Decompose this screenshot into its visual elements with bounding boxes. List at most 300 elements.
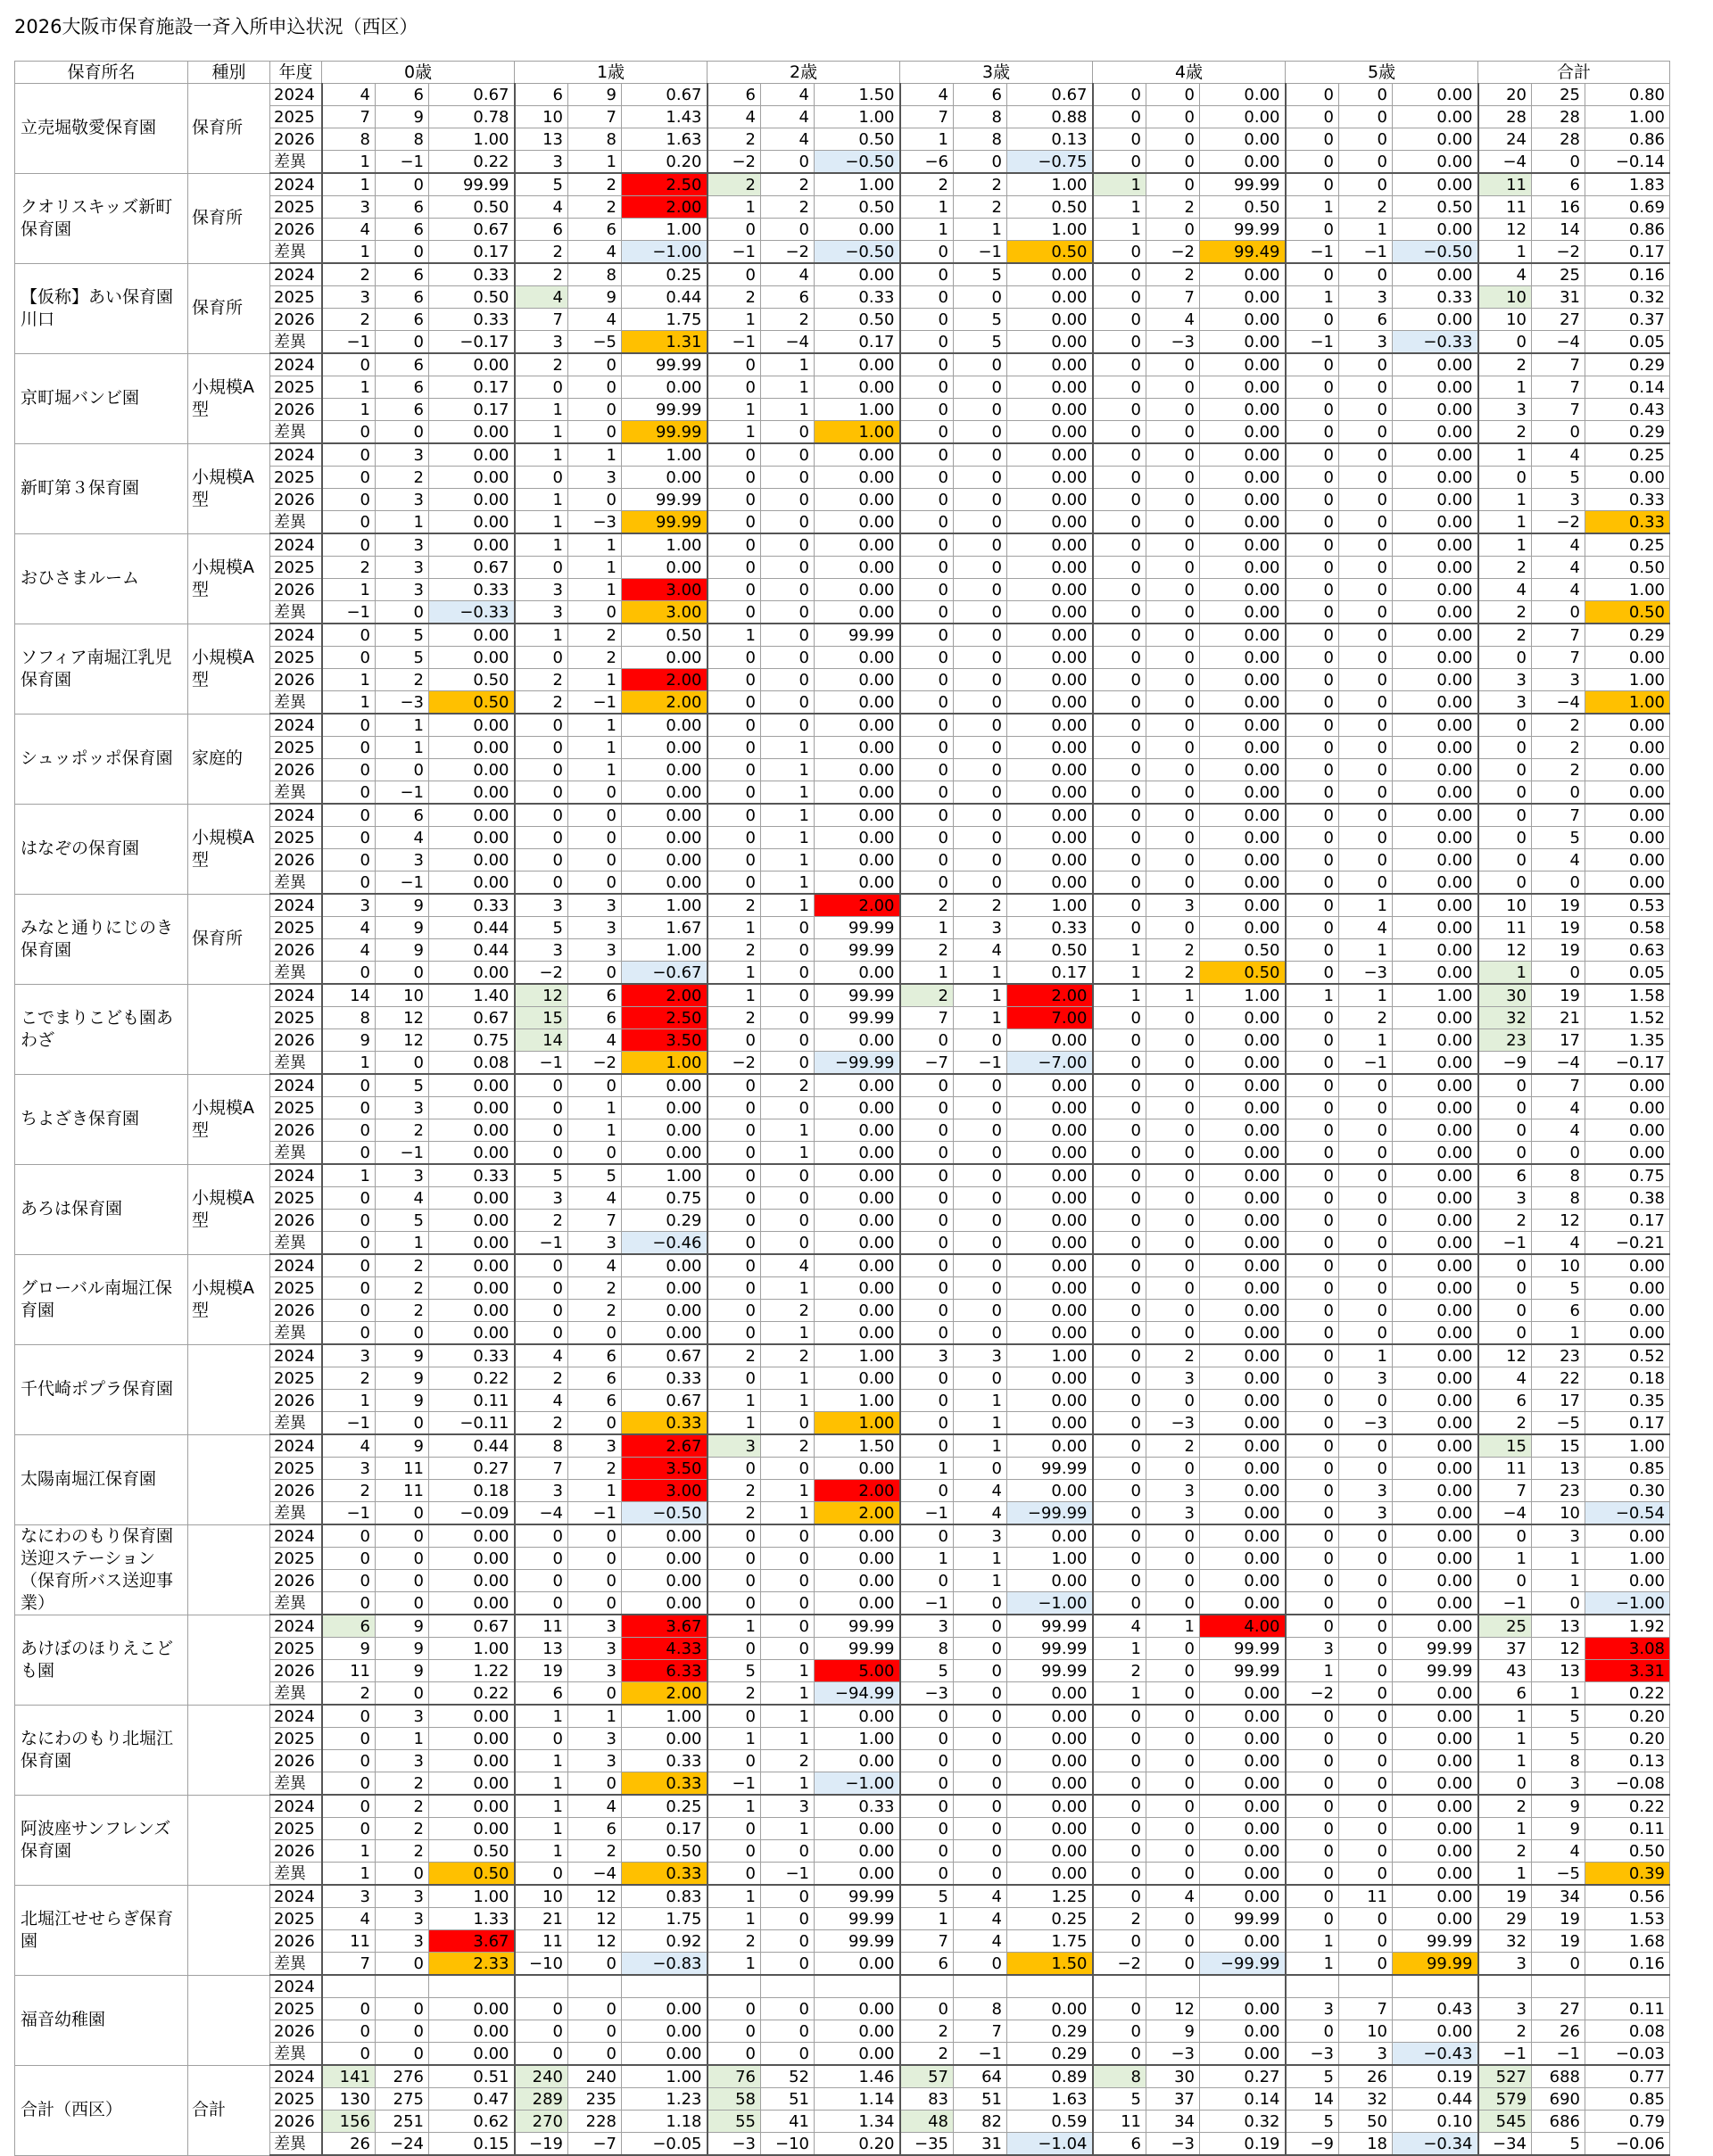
value-cell: 3 xyxy=(515,331,568,354)
value-cell: 12 xyxy=(1478,939,1532,962)
facility-name: なにわのもり保育園送迎ステーション（保育所バス送迎事業） xyxy=(15,1524,188,1615)
value-cell: 0.83 xyxy=(622,1885,708,1908)
value-cell: 0 xyxy=(322,1210,376,1232)
value-cell: 12 xyxy=(515,984,568,1007)
value-cell: 0.00 xyxy=(815,219,900,241)
value-cell: 0 xyxy=(515,557,568,579)
value-cell: 0 xyxy=(1286,399,1339,421)
value-cell: 0.00 xyxy=(1393,669,1478,691)
value-cell: 99.99 xyxy=(622,421,708,444)
value-cell: −5 xyxy=(1532,1412,1585,1435)
value-cell: 1 xyxy=(1478,241,1532,264)
value-cell: −2 xyxy=(1146,241,1200,264)
value-cell: 0 xyxy=(1339,759,1393,781)
value-cell: 0.00 xyxy=(1393,1908,1478,1930)
value-cell: −0.17 xyxy=(429,331,515,354)
value-cell: 0 xyxy=(954,849,1007,871)
value-cell: 0 xyxy=(761,1524,815,1548)
value-cell: 7 xyxy=(1532,1074,1585,1097)
value-cell: 5 xyxy=(954,263,1007,286)
value-cell: 0 xyxy=(1146,443,1200,467)
value-cell: −1 xyxy=(900,1502,954,1525)
value-cell: 4 xyxy=(376,827,429,849)
value-cell: 1 xyxy=(1339,1029,1393,1052)
value-cell: 0 xyxy=(708,1458,761,1480)
value-cell: 4.33 xyxy=(622,1638,708,1660)
value-cell: 0.00 xyxy=(429,489,515,511)
value-cell: −10 xyxy=(515,1953,568,1976)
value-cell: 1 xyxy=(1339,219,1393,241)
value-cell: −7 xyxy=(900,1052,954,1075)
value-cell: 0.00 xyxy=(1007,624,1093,647)
value-cell: 0.00 xyxy=(815,376,900,399)
value-cell: 0.00 xyxy=(1200,1930,1286,1953)
value-cell: 0 xyxy=(1339,106,1393,128)
value-cell: 1.23 xyxy=(622,2088,708,2111)
value-cell: 10 xyxy=(1478,894,1532,917)
facility-name: はなぞの保育園 xyxy=(15,804,188,894)
value-cell: 0.16 xyxy=(1585,263,1670,286)
facility-type: 保育所 xyxy=(188,894,270,984)
value-cell: 0 xyxy=(1093,691,1146,715)
value-cell: 1.00 xyxy=(815,421,900,444)
value-cell: 0.00 xyxy=(1393,1818,1478,1840)
value-cell: 0 xyxy=(1286,376,1339,399)
value-cell: 0.50 xyxy=(1585,601,1670,624)
value-cell: 0.00 xyxy=(1393,1254,1478,1277)
value-cell: 0.50 xyxy=(429,196,515,219)
value-cell: 3 xyxy=(954,1344,1007,1367)
value-cell: 0 xyxy=(900,533,954,557)
value-cell: 0 xyxy=(322,1705,376,1728)
value-cell: 1 xyxy=(1286,1930,1339,1953)
value-cell: 0 xyxy=(1286,1480,1339,1502)
value-cell: 1.46 xyxy=(815,2065,900,2088)
facility-name: グローバル南堀江保育園 xyxy=(15,1254,188,1344)
value-cell: 8 xyxy=(1532,1164,1585,1187)
value-cell: 8 xyxy=(1532,1187,1585,1210)
value-cell: 0.00 xyxy=(622,467,708,489)
value-cell: 0 xyxy=(1478,759,1532,781)
value-cell: −99.99 xyxy=(1200,1953,1286,1976)
value-cell: 0.11 xyxy=(1585,1998,1670,2020)
value-cell: 0 xyxy=(900,781,954,805)
value-cell: 0.00 xyxy=(622,781,708,805)
value-cell: 0 xyxy=(900,1705,954,1728)
value-cell: 30 xyxy=(1478,984,1532,1007)
value-cell: 4 xyxy=(1339,917,1393,939)
value-cell: 1.00 xyxy=(815,106,900,128)
value-cell: 0 xyxy=(1339,1119,1393,1142)
value-cell: 0 xyxy=(568,1524,622,1548)
value-cell: 6 xyxy=(515,1682,568,1706)
value-cell: 3 xyxy=(322,1344,376,1367)
value-cell: 0.00 xyxy=(429,1232,515,1255)
value-cell: 1 xyxy=(376,511,429,534)
value-cell: 0 xyxy=(515,737,568,759)
value-cell: 0 xyxy=(1286,1570,1339,1592)
value-cell: 0 xyxy=(1478,714,1532,737)
value-cell: 0 xyxy=(1286,939,1339,962)
value-cell: 0.00 xyxy=(1007,1074,1093,1097)
value-cell: 0 xyxy=(1093,1458,1146,1480)
value-cell: 6 xyxy=(568,984,622,1007)
value-cell: 0 xyxy=(1286,2020,1339,2043)
value-cell: 1 xyxy=(708,1615,761,1638)
value-cell: 9 xyxy=(1146,2020,1200,2043)
value-cell: 0.29 xyxy=(1585,624,1670,647)
value-cell: 0 xyxy=(322,849,376,871)
value-cell: 57 xyxy=(900,2065,954,2088)
value-cell: 1 xyxy=(708,1885,761,1908)
value-cell: 4 xyxy=(568,241,622,264)
value-cell: 0 xyxy=(708,714,761,737)
value-cell: 2 xyxy=(1532,714,1585,737)
value-cell: 2 xyxy=(761,173,815,196)
value-cell: 0.00 xyxy=(1393,1480,1478,1502)
value-cell: 17 xyxy=(1532,1029,1585,1052)
value-cell: 3 xyxy=(568,1660,622,1682)
value-cell: 6 xyxy=(322,1615,376,1638)
value-cell: 0 xyxy=(1093,714,1146,737)
value-cell: −9 xyxy=(1286,2133,1339,2156)
value-cell: 1 xyxy=(1093,1638,1146,1660)
value-cell: 0.00 xyxy=(1393,1502,1478,1525)
year-cell: 2026 xyxy=(270,1930,322,1953)
value-cell: −4 xyxy=(761,331,815,354)
value-cell: 0.29 xyxy=(1585,421,1670,444)
value-cell: 11 xyxy=(1478,196,1532,219)
value-cell: 51 xyxy=(761,2088,815,2111)
value-cell: 0 xyxy=(1146,1638,1200,1660)
value-cell: 0.00 xyxy=(429,1119,515,1142)
value-cell: 156 xyxy=(322,2111,376,2133)
value-cell: 0 xyxy=(1093,917,1146,939)
value-cell: 0 xyxy=(1286,173,1339,196)
value-cell: 15 xyxy=(515,1007,568,1029)
value-cell: 0.00 xyxy=(1007,1390,1093,1412)
value-cell: −1 xyxy=(322,601,376,624)
value-cell: 0 xyxy=(708,871,761,895)
facility-type: 保育所 xyxy=(188,173,270,263)
value-cell: 0 xyxy=(900,1367,954,1390)
value-cell: 0 xyxy=(954,601,1007,624)
table-row xyxy=(15,1795,1670,1818)
value-cell: 0 xyxy=(900,1795,954,1818)
value-cell: 0.00 xyxy=(1393,1187,1478,1210)
value-cell: 0 xyxy=(954,1254,1007,1277)
value-cell xyxy=(815,1975,900,1998)
value-cell: 0.00 xyxy=(429,1728,515,1750)
value-cell: 1 xyxy=(761,1818,815,1840)
value-cell: 0 xyxy=(1286,1795,1339,1818)
value-cell: 0 xyxy=(1286,1863,1339,1886)
year-cell: 2026 xyxy=(270,1750,322,1772)
value-cell: 0 xyxy=(900,871,954,895)
value-cell: 0.33 xyxy=(622,1367,708,1390)
value-cell: 0.00 xyxy=(1007,1480,1093,1502)
value-cell: 0 xyxy=(376,1322,429,1345)
value-cell: 4 xyxy=(1093,1615,1146,1638)
value-cell: 14 xyxy=(322,984,376,1007)
value-cell: 0.00 xyxy=(429,511,515,534)
value-cell: 0 xyxy=(900,1119,954,1142)
value-cell: −10 xyxy=(761,2133,815,2156)
value-cell: 6 xyxy=(376,219,429,241)
value-cell: 0.00 xyxy=(1585,871,1670,895)
value-cell: 1.00 xyxy=(1393,984,1478,1007)
value-cell: −1 xyxy=(376,151,429,174)
value-cell: 0.17 xyxy=(815,331,900,354)
value-cell: 0 xyxy=(1093,804,1146,827)
value-cell: 0 xyxy=(568,1592,622,1615)
value-cell: 0 xyxy=(515,1863,568,1886)
value-cell: 3 xyxy=(568,1750,622,1772)
value-cell: 4 xyxy=(1532,849,1585,871)
value-cell: 1 xyxy=(568,1705,622,1728)
facility-type: 小規模A型 xyxy=(188,1254,270,1344)
value-cell: 0.50 xyxy=(1200,196,1286,219)
value-cell: 99.99 xyxy=(1393,1930,1478,1953)
value-cell: 0.00 xyxy=(429,714,515,737)
value-cell: 0 xyxy=(954,1953,1007,1976)
value-cell: 0.25 xyxy=(622,263,708,286)
value-cell: −1 xyxy=(1478,2043,1532,2066)
value-cell: 0.50 xyxy=(1585,557,1670,579)
value-cell: 3 xyxy=(761,1795,815,1818)
value-cell: 0.00 xyxy=(429,1300,515,1322)
value-cell: 0 xyxy=(515,1142,568,1165)
value-cell: 0.00 xyxy=(1393,1772,1478,1796)
value-cell: 0 xyxy=(1093,376,1146,399)
value-cell: 1.00 xyxy=(429,128,515,151)
value-cell: 1.00 xyxy=(622,1052,708,1075)
value-cell: 0 xyxy=(376,1592,429,1615)
value-cell: 0.08 xyxy=(1585,2020,1670,2043)
value-cell: 0 xyxy=(954,669,1007,691)
year-cell: 2026 xyxy=(270,489,322,511)
value-cell: 0.00 xyxy=(622,1728,708,1750)
value-cell: 6 xyxy=(568,219,622,241)
value-cell: 0 xyxy=(515,1074,568,1097)
value-cell: 0.88 xyxy=(1007,106,1093,128)
value-cell: 0.00 xyxy=(815,827,900,849)
value-cell: 0 xyxy=(954,557,1007,579)
value-cell: 5 xyxy=(376,1074,429,1097)
facility-type: 小規模A型 xyxy=(188,533,270,624)
value-cell: 0 xyxy=(761,1007,815,1029)
value-cell: 9 xyxy=(376,1344,429,1367)
value-cell: 12 xyxy=(376,1007,429,1029)
value-cell: 0.00 xyxy=(1200,579,1286,601)
value-cell: 0.33 xyxy=(815,1795,900,1818)
value-cell: 0 xyxy=(900,1570,954,1592)
value-cell: 1 xyxy=(761,781,815,805)
value-cell: 2 xyxy=(1532,759,1585,781)
value-cell: 6 xyxy=(708,84,761,106)
value-cell: 0 xyxy=(1478,1119,1532,1142)
year-cell: 2026 xyxy=(270,759,322,781)
value-cell: 3 xyxy=(376,1164,429,1187)
value-cell: 1 xyxy=(761,1277,815,1300)
value-cell: −0.34 xyxy=(1393,2133,1478,2156)
value-cell: 0 xyxy=(1093,849,1146,871)
value-cell: 0 xyxy=(1146,1232,1200,1255)
value-cell: 4 xyxy=(900,84,954,106)
table-row xyxy=(15,2065,1670,2088)
value-cell: −1 xyxy=(515,1052,568,1075)
value-cell: 1 xyxy=(954,1412,1007,1435)
value-cell: 0.20 xyxy=(815,2133,900,2156)
value-cell: 0 xyxy=(568,601,622,624)
value-cell: 0 xyxy=(322,1254,376,1277)
value-cell: 1 xyxy=(708,1908,761,1930)
value-cell: 0 xyxy=(1478,737,1532,759)
value-cell: 0 xyxy=(1093,1728,1146,1750)
value-cell: 0 xyxy=(1093,1480,1146,1502)
value-cell: 0.00 xyxy=(429,1795,515,1818)
value-cell: −2 xyxy=(1532,511,1585,534)
value-cell: 6 xyxy=(1478,1390,1532,1412)
value-cell: 0.00 xyxy=(1585,1119,1670,1142)
value-cell: 0 xyxy=(708,1322,761,1345)
value-cell: 99.99 xyxy=(1200,1638,1286,1660)
value-cell: 3.50 xyxy=(622,1029,708,1052)
value-cell: 0 xyxy=(1286,511,1339,534)
year-cell: 2025 xyxy=(270,1277,322,1300)
value-cell: −1 xyxy=(954,2043,1007,2066)
value-cell: 58 xyxy=(708,2088,761,2111)
value-cell: 0.43 xyxy=(1393,1998,1478,2020)
value-cell: 0.00 xyxy=(1200,557,1286,579)
value-cell: −0.75 xyxy=(1007,151,1093,174)
value-cell: 6 xyxy=(1532,1300,1585,1322)
value-cell: 0.00 xyxy=(1200,1728,1286,1750)
value-cell: 0.00 xyxy=(1393,1750,1478,1772)
value-cell: 9 xyxy=(568,286,622,309)
value-cell: 0 xyxy=(1093,557,1146,579)
value-cell: 2 xyxy=(1478,1210,1532,1232)
value-cell: 0.89 xyxy=(1007,2065,1093,2088)
page-title: 2026大阪市保育施設一斉入所申込状況（西区） xyxy=(14,16,418,37)
value-cell: 3 xyxy=(515,1187,568,1210)
value-cell: 0.38 xyxy=(1585,1187,1670,1210)
value-cell: 0.92 xyxy=(622,1930,708,1953)
value-cell: 0.00 xyxy=(1393,219,1478,241)
value-cell: 0.00 xyxy=(429,962,515,985)
value-cell: 1 xyxy=(322,1863,376,1886)
year-cell: 差異 xyxy=(270,1772,322,1796)
value-cell: 0.00 xyxy=(1393,737,1478,759)
table-row xyxy=(15,984,1670,1007)
value-cell: 2 xyxy=(1478,601,1532,624)
value-cell: 0.00 xyxy=(815,1119,900,1142)
value-cell: 28 xyxy=(1478,106,1532,128)
value-cell: 2 xyxy=(568,1840,622,1863)
value-cell: 1 xyxy=(900,1458,954,1480)
value-cell: 7 xyxy=(900,1007,954,1029)
value-cell: 1 xyxy=(322,691,376,715)
value-cell: 0 xyxy=(900,624,954,647)
value-cell: 0 xyxy=(1146,151,1200,174)
value-cell: 0 xyxy=(376,1524,429,1548)
value-cell: 6 xyxy=(376,376,429,399)
value-cell: −0.08 xyxy=(1585,1772,1670,1796)
facility-type: 小規模A型 xyxy=(188,1164,270,1254)
value-cell: 0.00 xyxy=(1585,647,1670,669)
value-cell: 1 xyxy=(515,624,568,647)
value-cell: 0 xyxy=(1286,1097,1339,1119)
value-cell: 0 xyxy=(1093,624,1146,647)
value-cell: 0 xyxy=(376,759,429,781)
value-cell: 64 xyxy=(954,2065,1007,2088)
value-cell: 0 xyxy=(322,1119,376,1142)
value-cell: 0.00 xyxy=(1200,376,1286,399)
value-cell: 0 xyxy=(1339,1164,1393,1187)
value-cell: −1 xyxy=(1339,241,1393,264)
value-cell xyxy=(1200,1975,1286,1998)
facility-type xyxy=(188,1795,270,1885)
value-cell: 0 xyxy=(1093,759,1146,781)
value-cell: 0.67 xyxy=(1007,84,1093,106)
value-cell: 1.34 xyxy=(815,2111,900,2133)
value-cell: 1.00 xyxy=(622,1164,708,1187)
value-cell: 0 xyxy=(1286,263,1339,286)
value-cell xyxy=(1339,1975,1393,1998)
value-cell: 289 xyxy=(515,2088,568,2111)
value-cell: 3.67 xyxy=(622,1615,708,1638)
value-cell: 0 xyxy=(1146,489,1200,511)
value-cell: 0 xyxy=(322,489,376,511)
value-cell: 4 xyxy=(568,1187,622,1210)
value-cell: 0.00 xyxy=(1393,1548,1478,1570)
value-cell: 3 xyxy=(1286,1998,1339,2020)
value-cell: 0 xyxy=(900,1772,954,1796)
value-cell: 0.18 xyxy=(1585,1367,1670,1390)
value-cell: 1.35 xyxy=(1585,1029,1670,1052)
value-cell: 0 xyxy=(515,2020,568,2043)
facility-name: 福音幼稚園 xyxy=(15,1975,188,2065)
value-cell: 0 xyxy=(1093,1840,1146,1863)
value-cell: 1.00 xyxy=(815,1344,900,1367)
value-cell: 1 xyxy=(761,353,815,376)
value-cell: 0 xyxy=(568,1570,622,1592)
header-age-2: 2歳 xyxy=(708,62,900,84)
value-cell: 0 xyxy=(1478,1300,1532,1322)
table-row xyxy=(15,443,1670,467)
value-cell: 0.00 xyxy=(1200,849,1286,871)
value-cell: 0.56 xyxy=(1585,1885,1670,1908)
value-cell: 0.00 xyxy=(815,849,900,871)
value-cell: 0.33 xyxy=(622,1863,708,1886)
value-cell: 0 xyxy=(708,1097,761,1119)
value-cell: 0 xyxy=(1339,827,1393,849)
value-cell: 0.00 xyxy=(1007,1818,1093,1840)
value-cell: 0.17 xyxy=(622,1818,708,1840)
value-cell: 0.33 xyxy=(622,1412,708,1435)
value-cell: 0 xyxy=(900,309,954,331)
value-cell: 0 xyxy=(1146,871,1200,895)
value-cell: 1 xyxy=(708,984,761,1007)
value-cell: 0.00 xyxy=(1393,1840,1478,1863)
value-cell: 4 xyxy=(1532,557,1585,579)
value-cell: −9 xyxy=(1478,1052,1532,1075)
value-cell: 0 xyxy=(322,353,376,376)
value-cell: 0 xyxy=(1339,1142,1393,1165)
facility-type xyxy=(188,1975,270,2065)
value-cell: 1 xyxy=(322,151,376,174)
value-cell: 2 xyxy=(900,939,954,962)
